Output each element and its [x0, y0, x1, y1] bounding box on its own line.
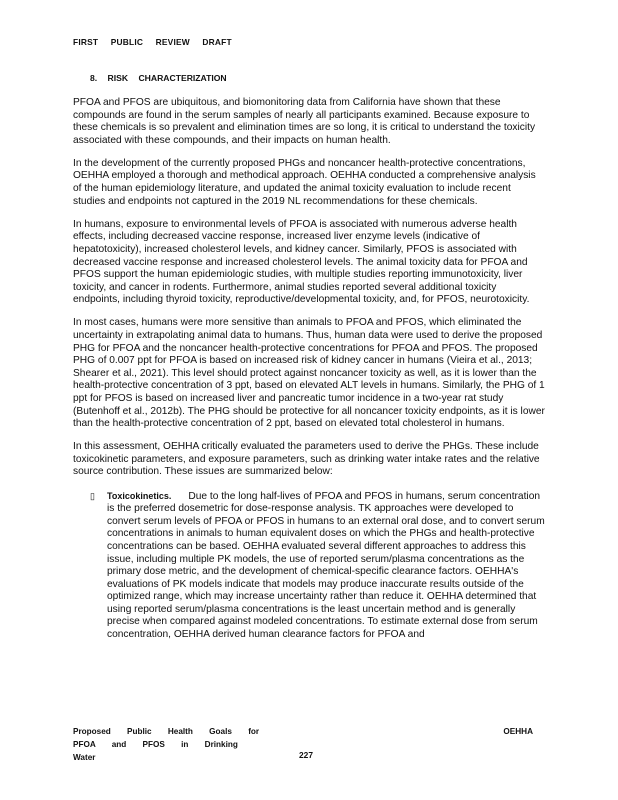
footer-title-line-1: Proposed Public Health Goals for: [73, 727, 260, 736]
paragraph-assessment: In this assessment, OEHHA critically evaluated the parameters used to derive the PHGs. These include toxicokinetic parameters, and exposure parameters, such as drinking water intake rates and the relative source contribution. These issues are summarized below:: [73, 441, 540, 478]
bullet-text: Due to the long half-lives of PFOA and PFOS in humans, serum concentration is the preferred dosemetric for dose-response analysis. TK approaches were developed to convert serum levels of PFOA or PFOS in humans to an external oral dose, and to convert serum concentrations in animals to human equivalent doses on which the PHGs and health-protective concentrations can be based. OEHHA evaluated several different approaches to address this issue, including multiple PK models, the use of reported serum/plasma concentrations as the primary dose metric, and the development of chemical-specific clearance factors. OEHHA's evaluations of PK models indicate that models may produce inaccurate results outside of the optimized range, which may increase uncertainty rather than reduce it. OEHHA determined that using reported serum/plasma concentrations is the least uncertain method and is generally precise when compared against modeled concentrations. To estimate external dose from serum concentration, OEHHA derived human clearance factors for PFOA and: [107, 490, 545, 641]
document-body: [73, 97, 545, 642]
footer-agency: OEHHA: [503, 727, 533, 736]
paragraph-development: In the development of the currently proposed PHGs and noncancer health-protective concentrations, OEHHA employed a thorough and methodical approach. OEHHA conducted a comprehensive analysis of the human epidemiology literature, and updated the animal toxicity evaluation to include recent studies and endpoints not captured in the 2019 NL recommendations for these chemicals.: [73, 157, 536, 207]
footer-title-line-2: PFOA and PFOS in Drinking Water: [73, 740, 238, 762]
draft-header: FIRST PUBLIC REVIEW DRAFT: [73, 37, 232, 47]
section-title: 8. RISK CHARACTERIZATION: [90, 73, 227, 83]
footer-document-title: [73, 725, 273, 764]
page-number: 227: [299, 750, 313, 760]
paragraph-sensitivity: In most cases, humans were more sensitive than animals to PFOA and PFOS, which eliminated the uncertainty in extrapolating animal data to humans. Thus, human data were used to derive the proposed PHG for PFOA and the noncancer health-protective concentrations for PFOA and PFOS. The proposed PHG of 0.007 ppt for PFOA is based on increased risk of kidney cancer in humans (Vieira et al., 2013; Shearer et al., 2021). This level should protect against noncancer toxicity as well, as it is lower than the health-protective concentration of 3 ppt, based on elevated ALT levels in humans. Similarly, the PHG of 1 ppt for PFOS is based on increased liver and pancreatic tumor incidence in a two-year rat study (Butenhoff et al., 2012b). The PHG should be protective for all noncancer toxicity endpoints, as it is lower than the health-protective concentration of 2 ppt, based on elevated total cholesterol in humans.: [73, 317, 545, 430]
bullet-term: Toxicokinetics.: [107, 490, 172, 501]
paragraph-intro: PFOA and PFOS are ubiquitous, and biomonitoring data from California have shown that these compounds are found in the serum samples of nearly all participants examined. Because exposure to these chemicals is so prevalent and elimination times are so long, it is critical to understand the toxicity associated with these compounds, and their impacts on human health.: [73, 97, 536, 146]
bullet-toxicokinetics: [73, 490, 545, 642]
bullet-marker-icon: ▯: [90, 490, 95, 501]
paragraph-human-effects: In humans, exposure to environmental levels of PFOA is associated with numerous adverse health effects, including decreased vaccine response, increased liver enzyme levels (indicative of hepatotoxicity), increased cholesterol levels, and kidney cancer. Similarly, PFOS is associated with decreased vaccine response and increased cholesterol levels. The animal toxicity data for PFOA and PFOS support the human epidemiologic studies, with multiple studies reporting immunotoxicity, liver toxicity, and cancer in rodents. Furthermore, animal studies reported several additional toxicity endpoints, including thyroid toxicity, reproductive/developmental toxicity, and, for PFOS, neurotoxicity.: [73, 218, 530, 306]
